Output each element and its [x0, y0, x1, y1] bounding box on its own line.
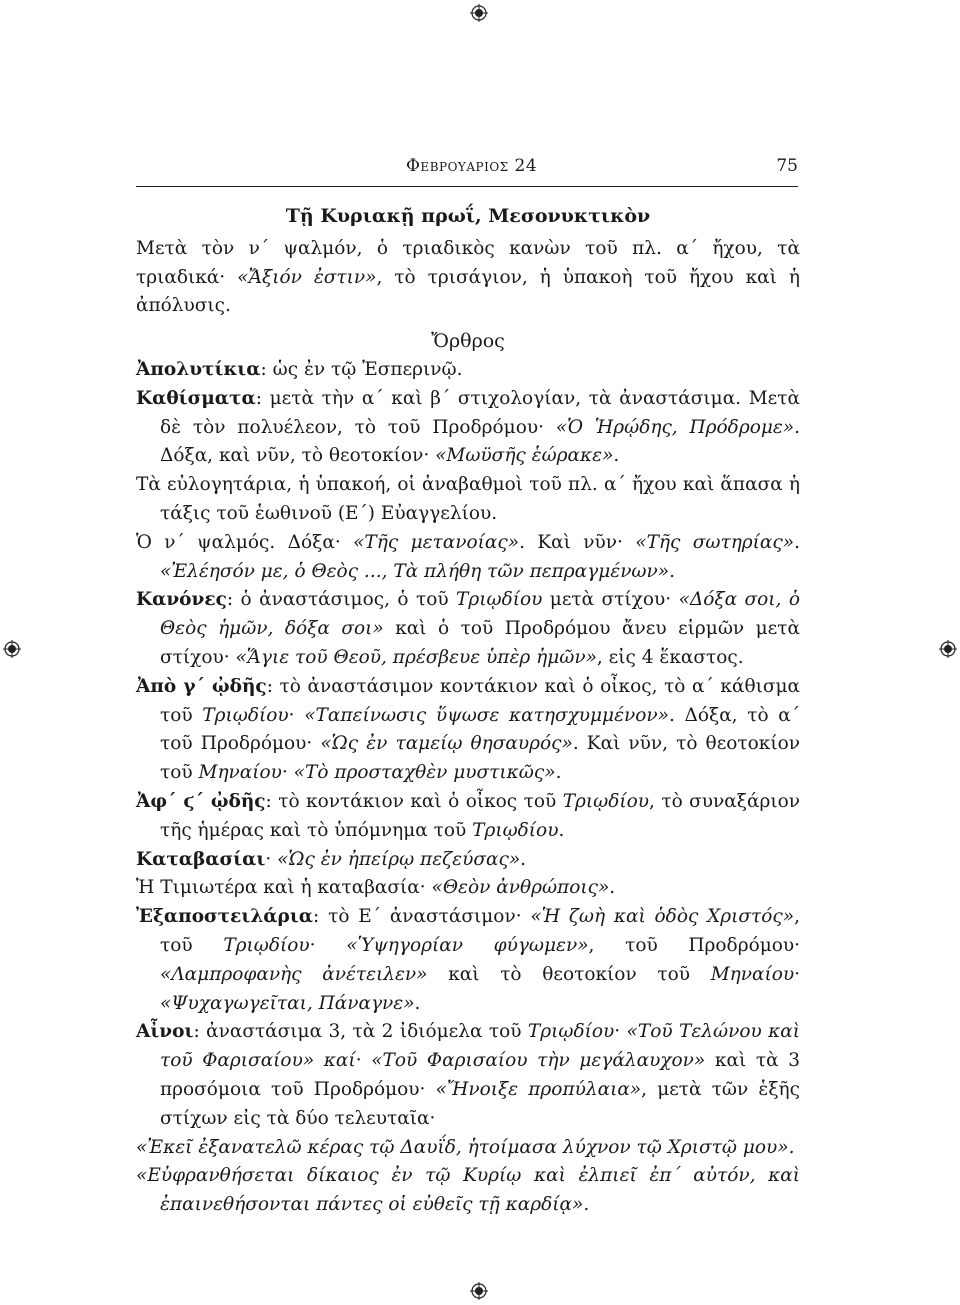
verse-2: [136, 1162, 800, 1220]
text: καὶ τὸ θεοτοκίον τοῦ: [427, 963, 711, 985]
text: : τὸ ἀναστάσιμον κοντάκιον καὶ ὁ οἶκος, τὸ α΄ κάθισμα τοῦ: [160, 675, 800, 726]
entry-label: Ἀπολυτίκια: [136, 358, 261, 380]
italic-text: «Ὁ Ἡρῴδης, Πρόδρομε»: [555, 416, 795, 438]
italic-text: «Τῆς σωτηρίας»: [635, 531, 795, 553]
text: .: [558, 819, 565, 841]
text: ·: [281, 762, 294, 784]
text: , μετὰ τῶν ἑξῆς στίχων εἰς τὰ δύο τελευταῖα·: [160, 1078, 800, 1129]
text: ·: [265, 848, 278, 870]
intro-paragraph: [136, 235, 800, 321]
text: καὶ τὰ 3 προσόμοια τοῦ Προδρόμου·: [160, 1050, 800, 1100]
kathismata-paragraph: [136, 385, 800, 471]
italic-text: «Ἐλέησόν με, ὁ Θεὸς ..., Τὰ πλήθη τῶν πεπραγμένων»: [160, 560, 670, 582]
text: : τὸ κοντάκιον καὶ ὁ οἶκος τοῦ: [265, 790, 563, 812]
text: : τὸ Ε΄ ἀναστάσιμον·: [313, 906, 531, 928]
italic-text: «Μωϋσῆς ἑώρακε»: [435, 445, 614, 467]
italic-text: «Εὐφρανθήσεται δίκαιος ἐν τῷ Κυρίῳ καὶ ἐλπιεῖ ἐπ΄ αὐτόν, καὶ ἐπαινεθήσονται πάντες οἱ εὐθεῖς τῇ καρδίᾳ».: [136, 1165, 800, 1216]
text: .: [555, 762, 562, 784]
italic-text: Τριῳδίου: [472, 819, 559, 841]
italic-text: «Τοῦ Φαρισαίου τὴν μεγάλαυχον»: [371, 1050, 706, 1072]
registration-mark-left-icon: [3, 640, 21, 658]
text: .: [609, 877, 616, 899]
italic-text: καί: [323, 1050, 356, 1072]
page-title: Τῇ Κυριακῇ πρωΐ, Μεσονυκτικὸν: [285, 205, 651, 227]
italic-text: Μηναίου: [710, 963, 795, 985]
text: . Δόξα, καὶ νῦν, τὸ θεοτοκίον·: [160, 416, 800, 467]
timiotera-paragraph: [136, 874, 800, 903]
running-title: Φεβρουαριος 24: [406, 156, 538, 176]
text: .: [794, 531, 800, 553]
psalm50-paragraph: [136, 529, 800, 587]
registration-mark-right-icon: [939, 640, 957, 658]
entry-label: Καταβασίαι: [136, 848, 266, 870]
italic-text: «Θεὸν ἀνθρώποις»: [431, 877, 610, 899]
italic-text: Τριῳδίου: [527, 1021, 615, 1043]
verse-1: [136, 1134, 800, 1163]
italic-text: «Ψυχαγωγεῖται, Πάναγνε»: [160, 992, 415, 1014]
text: . Δόξα, τὸ α΄ τοῦ Προδρόμου·: [160, 704, 801, 755]
text: , τοῦ Προδρόμου·: [588, 934, 800, 956]
header-rule: [136, 186, 798, 187]
italic-text: «Τοῦ Τελώνου καὶ τοῦ Φαρισαίου»: [160, 1021, 800, 1072]
italic-text: «Τὸ προσταχθὲν μυστικῶς»: [293, 762, 556, 784]
italic-text: «Ἤνοιξε προπύλαια»: [435, 1078, 642, 1100]
text: .: [520, 848, 527, 870]
ainoi-paragraph: [136, 1018, 800, 1133]
text: , τὸ τρισάγιον, ἡ ὑπακοὴ τοῦ ἤχου καὶ ἡ ἀπόλυσις.: [136, 266, 800, 317]
text: .: [414, 992, 421, 1014]
italic-text: «Ἐκεῖ ἐξανατελῶ κέρας τῷ Δαυΐδ, ἡτοίμασα λύχνον τῷ Χριστῷ μου».: [136, 1136, 795, 1158]
text: μετὰ στίχου·: [542, 589, 679, 611]
text: καὶ ὁ τοῦ Προδρόμου ἄνευ εἱρμῶν μετὰ στίχου·: [160, 618, 800, 668]
text: Ὁ ν΄ ψαλμός. Δόξα·: [136, 531, 354, 553]
section-title-orthros: Ὄρθρος: [431, 330, 505, 353]
italic-text: «Ὑψηγορίαν φύγωμεν»: [346, 934, 589, 956]
eulogitaria-paragraph: Τὰ εὐλογητάρια, ἡ ὑπακοή, οἱ ἀναβαθμοὶ τοῦ πλ. α΄ ἤχου καὶ ἅπασα ἡ τάξις τοῦ ἑωθινοῦ (Ε΄) Εὐαγγελίου.: [136, 474, 800, 524]
text: ·: [794, 963, 800, 985]
text: Ἡ Τιμιωτέρα καὶ ἡ καταβασία·: [136, 877, 432, 899]
text: , τὸ συναξάριον τῆς ἡμέρας καὶ τὸ ὑπόμνημα τοῦ: [160, 790, 800, 841]
italic-text: «Ὡς ἐν ταμείῳ θησαυρός»: [320, 733, 573, 755]
registration-mark-top-icon: [470, 4, 488, 22]
entry-label: Αἶνοι: [136, 1021, 194, 1043]
text: . Καὶ νῦν, τὸ θεοτοκίον τοῦ: [160, 733, 800, 784]
italic-text: «Τῆς μετανοίας»: [353, 531, 520, 553]
page-header: [136, 156, 798, 182]
text: . Καὶ νῦν·: [519, 531, 636, 553]
italic-text: «Ὡς ἐν ἠπείρῳ πεζεύσας»: [277, 848, 521, 870]
text: : ἀναστάσιμα 3, τὰ 2 ἰδιόμελα τοῦ: [193, 1021, 528, 1043]
text: ·: [614, 1021, 627, 1043]
text: .: [669, 560, 675, 582]
page-body: [136, 200, 800, 1220]
entry-label: Ἀπὸ γ΄ ᾠδῆς: [136, 675, 267, 697]
italic-text: Τριῳδίου: [223, 934, 310, 956]
exapostilaria-paragraph: [136, 903, 800, 1018]
text: Μετὰ τὸν ν΄ ψαλμόν, ὁ τριαδικὸς κανὼν τοῦ πλ. α΄ ἤχου, τὰ τριαδικά·: [136, 237, 800, 288]
katavasiai-paragraph: [136, 846, 800, 875]
italic-text: Τριῳδίου: [202, 704, 289, 726]
text: : μετὰ τὴν α΄ καὶ β΄ στιχολογίαν, τὰ ἀναστάσιμα. Μετὰ δὲ τὸν πολυέλεον, τὸ τοῦ Προδρόμου·: [160, 387, 800, 438]
text: : ὡς ἐν τῷ Ἑσπερινῷ.: [260, 358, 463, 380]
entry-label: Κανόνες: [136, 589, 227, 611]
italic-text: «Ἡ ζωὴ καὶ ὁδὸς Χριστός»: [530, 906, 795, 928]
italic-text: «Δόξα σοι, ὁ Θεὸς ἡμῶν, δόξα σοι»: [160, 589, 800, 640]
entry-label: Ἀφ΄ ϛ΄ ᾠδῆς: [136, 790, 266, 812]
text: : ὁ ἀναστάσιμος, ὁ τοῦ: [226, 589, 457, 611]
italic-text: «Ταπείνωσις ὕψωσε κατησχυμμένον»: [304, 704, 669, 726]
italic-text: Μηναίου: [198, 762, 282, 784]
apolytikia-paragraph: [136, 356, 800, 385]
text: , τοῦ: [160, 906, 800, 956]
text: ·: [288, 704, 305, 726]
kanones-paragraph: [136, 586, 800, 672]
italic-text: «Λαμπροφανὴς ἀνέτειλεν»: [160, 963, 428, 985]
text: .: [613, 445, 620, 467]
italic-text: «Ἄξιόν ἐστιν»: [237, 266, 377, 288]
registration-mark-bottom-icon: [470, 1282, 488, 1300]
ode6-paragraph: [136, 788, 800, 846]
entry-label: Καθίσματα: [136, 387, 256, 409]
ode3-paragraph: [136, 673, 800, 788]
text: ·: [355, 1050, 372, 1072]
italic-text: Τριῳδίου: [456, 589, 543, 611]
text: [314, 1050, 324, 1071]
text: , εἰς 4 ἕκαστος.: [596, 646, 744, 668]
italic-text: «Ἅγιε τοῦ Θεοῦ, πρέσβευε ὑπὲρ ἡμῶν»: [235, 646, 597, 668]
italic-text: Τριῳδίου: [562, 790, 650, 812]
entry-label: Ἐξαποστειλάρια: [136, 906, 314, 928]
page-number: 75: [776, 156, 798, 176]
text: ·: [309, 934, 347, 956]
